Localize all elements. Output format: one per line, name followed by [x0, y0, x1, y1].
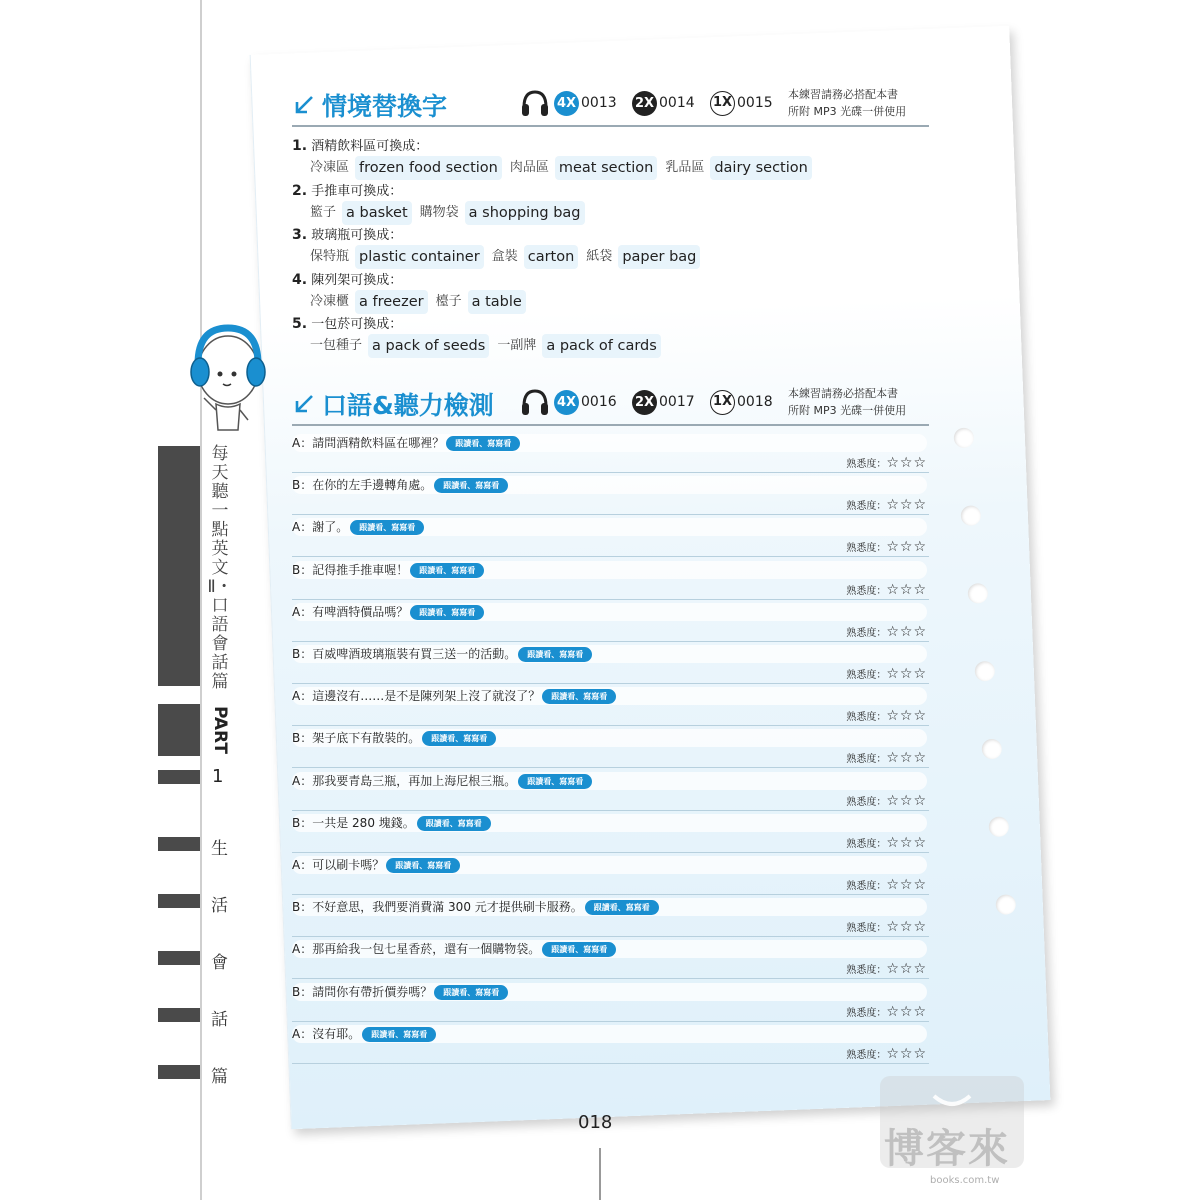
option-en: plastic container — [355, 245, 484, 269]
speed-1x-track[interactable] — [710, 91, 773, 115]
side-chapter-char: 活 — [211, 896, 228, 916]
writing-line — [292, 936, 929, 937]
rating-stars-icon[interactable]: ☆☆☆ — [886, 1004, 927, 1020]
option-zh: 乳品區 — [665, 160, 705, 175]
dialogue-text: B：請問你有帶折價券嗎？ — [292, 985, 433, 999]
shadow-write-badge[interactable]: 跟讀看、寫寫看 — [434, 478, 508, 493]
writing-line — [292, 810, 929, 811]
option-en: paper bag — [618, 245, 700, 269]
substitution-options — [310, 334, 669, 358]
rating-stars-icon[interactable]: ☆☆☆ — [886, 750, 927, 766]
watermark-text: 博客來 — [884, 1126, 1010, 1172]
track-number: 0016 — [581, 394, 617, 410]
sheet-hole — [995, 894, 1016, 915]
option-en: a pack of cards — [542, 334, 660, 358]
dialogue-line — [292, 897, 659, 917]
sheet-hole — [967, 583, 988, 604]
familiarity-rating[interactable] — [846, 453, 927, 473]
writing-line — [292, 1063, 929, 1064]
dialogue-row — [292, 939, 929, 979]
section-title: 口語&聽力檢測 — [322, 391, 494, 420]
substitution-question: 2. 手推車可換成： — [292, 183, 403, 199]
rating-stars-icon[interactable]: ☆☆☆ — [886, 497, 927, 513]
speed-1x-badge: 1X — [710, 91, 735, 116]
writing-line — [292, 725, 929, 726]
rating-label: 熟悉度： — [846, 797, 887, 808]
dialogue-text: A：那再給我一包七星香菸，還有一個購物袋。 — [292, 942, 541, 956]
familiarity-rating[interactable] — [846, 706, 927, 726]
sheet-hole — [974, 661, 995, 682]
note-line: 本練習請務必搭配本書 — [788, 88, 898, 101]
substitution-item — [292, 314, 669, 358]
option-zh: 購物袋 — [419, 205, 459, 220]
dialogue-row — [292, 855, 929, 895]
substitution-item — [292, 270, 534, 314]
track-number: 0018 — [737, 394, 773, 410]
dialogue-text: A：請問酒精飲料區在哪裡？ — [292, 436, 445, 450]
familiarity-rating[interactable] — [846, 1044, 927, 1064]
side-chapter-char: 篇 — [211, 1067, 228, 1087]
track-number: 0015 — [737, 95, 773, 111]
option-zh: 一包種子 — [310, 338, 363, 353]
dialogue-line — [292, 771, 592, 791]
familiarity-rating[interactable] — [846, 875, 927, 895]
dialogue-text: B：百威啤酒玻璃瓶裝有買三送一的活動。 — [292, 647, 517, 661]
substitution-item — [292, 181, 593, 225]
shadow-write-badge[interactable]: 跟讀看、寫寫看 — [542, 942, 616, 957]
dialogue-text: B：一共是 280 塊錢。 — [292, 816, 415, 830]
rating-stars-icon[interactable]: ☆☆☆ — [886, 624, 927, 640]
rating-label: 熟悉度： — [846, 543, 887, 554]
shadow-write-badge[interactable]: 跟讀看、寫寫看 — [585, 900, 659, 915]
dialogue-line — [292, 433, 520, 453]
section-title: 情境替換字 — [322, 92, 448, 121]
dialogue-row — [292, 560, 929, 600]
dialogue-text: B：不好意思，我們要消費滿 300 元才提供刷卡服務。 — [292, 900, 583, 914]
mp3-note — [788, 86, 906, 120]
rating-stars-icon[interactable]: ☆☆☆ — [886, 539, 927, 555]
dialogue-text: B：記得推手推車喔！ — [292, 563, 409, 577]
sheet-hole — [953, 427, 974, 448]
rating-label: 熟悉度： — [846, 965, 887, 976]
writing-line — [292, 556, 929, 557]
option-zh: 冷凍區 — [310, 160, 350, 175]
speed-2x-badge: 2X — [632, 390, 657, 415]
dialogue-row — [292, 644, 929, 684]
dialogue-line — [292, 813, 491, 833]
speed-1x-badge: 1X — [710, 390, 735, 415]
dialogue-line — [292, 1024, 436, 1044]
rating-label: 熟悉度： — [846, 712, 887, 723]
dialogue-line — [292, 560, 484, 580]
option-zh: 籃子 — [310, 205, 337, 220]
dialogue-text: B：架子底下有散裝的。 — [292, 731, 421, 745]
familiarity-rating[interactable] — [846, 580, 927, 600]
familiarity-rating[interactable] — [846, 833, 927, 853]
speed-2x-badge: 2X — [632, 91, 657, 116]
rating-stars-icon[interactable]: ☆☆☆ — [886, 835, 927, 851]
rating-stars-icon[interactable]: ☆☆☆ — [886, 455, 927, 471]
mascot-with-headphones-icon — [186, 320, 268, 440]
option-zh: 一副牌 — [497, 338, 537, 353]
side-chapter-char: 生 — [211, 839, 228, 859]
dialogue-row — [292, 475, 929, 515]
watermark-url: books.com.tw — [930, 1175, 1000, 1186]
sheet-hole — [960, 505, 981, 526]
headphones-icon — [520, 388, 550, 418]
writing-line — [292, 514, 929, 515]
option-zh: 檯子 — [435, 294, 462, 309]
substitution-item — [292, 225, 708, 269]
shadow-write-badge[interactable]: 跟讀看、寫寫看 — [434, 985, 508, 1000]
familiarity-rating[interactable] — [846, 622, 927, 642]
option-en: a pack of seeds — [368, 334, 489, 358]
dialogue-text: A：沒有耶。 — [292, 1027, 361, 1041]
dialogue-text: A：這邊沒有……是不是陳列架上沒了就沒了？ — [292, 689, 541, 703]
substitution-item — [292, 136, 820, 180]
speed-2x-track[interactable] — [632, 390, 695, 414]
dialogue-row — [292, 602, 929, 642]
part-number: 1 — [212, 766, 224, 787]
side-tab-block — [158, 951, 200, 965]
dialogue-row — [292, 728, 929, 768]
speed-4x-track[interactable] — [554, 390, 617, 414]
shadow-write-badge[interactable]: 跟讀看、寫寫看 — [417, 816, 491, 831]
headphones-icon — [520, 89, 550, 119]
familiarity-rating[interactable] — [846, 748, 927, 768]
dialogue-row — [292, 1024, 929, 1064]
shadow-write-badge[interactable]: 跟讀看、寫寫看 — [446, 436, 520, 451]
track-number: 0017 — [659, 394, 695, 410]
option-zh: 肉品區 — [509, 160, 549, 175]
shadow-write-badge[interactable]: 跟讀看、寫寫看 — [362, 1027, 436, 1042]
speed-4x-track[interactable] — [554, 91, 617, 115]
dialogue-row — [292, 433, 929, 473]
option-en: carton — [524, 245, 579, 269]
rating-stars-icon[interactable]: ☆☆☆ — [886, 666, 927, 682]
dialogue-line — [292, 728, 496, 748]
arrow-down-left-icon — [292, 392, 316, 416]
writing-line — [292, 978, 929, 979]
dialogue-line — [292, 982, 508, 1002]
substitution-options — [310, 290, 534, 314]
dialogue-text: A：有啤酒特價品嗎？ — [292, 605, 409, 619]
side-tab-block — [158, 1008, 200, 1022]
writing-line — [292, 472, 929, 473]
shadow-write-badge[interactable]: 跟讀看、寫寫看 — [410, 563, 484, 578]
rating-label: 熟悉度： — [846, 754, 887, 765]
shadow-write-badge[interactable]: 跟讀看、寫寫看 — [422, 731, 496, 746]
dialogue-line — [292, 686, 616, 706]
speed-1x-track[interactable] — [710, 390, 773, 414]
rating-stars-icon[interactable]: ☆☆☆ — [886, 793, 927, 809]
dialogue-row — [292, 813, 929, 853]
dialogue-text: B：在你的左手邊轉角處。 — [292, 478, 433, 492]
side-tab-block — [158, 704, 200, 756]
familiarity-rating[interactable] — [846, 664, 927, 684]
rating-stars-icon[interactable]: ☆☆☆ — [886, 1046, 927, 1062]
side-tab-block — [158, 837, 200, 851]
option-zh: 保特瓶 — [310, 249, 350, 264]
dialogue-row — [292, 771, 929, 811]
writing-line — [292, 894, 929, 895]
dialogue-text: A：可以刷卡嗎？ — [292, 858, 385, 872]
rating-label: 熟悉度： — [846, 628, 887, 639]
note-line: 本練習請務必搭配本書 — [788, 387, 898, 400]
dialogue-line — [292, 644, 592, 664]
dialogue-text: A：那我要青島三瓶，再加上海尼根三瓶。 — [292, 774, 517, 788]
rating-stars-icon[interactable]: ☆☆☆ — [886, 582, 927, 598]
shadow-write-badge[interactable]: 跟讀看、寫寫看 — [410, 605, 484, 620]
shadow-write-badge[interactable]: 跟讀看、寫寫看 — [518, 774, 592, 789]
rating-stars-icon[interactable]: ☆☆☆ — [886, 877, 927, 893]
sheet-hole — [988, 816, 1009, 837]
option-en: frozen food section — [355, 156, 502, 180]
familiarity-rating[interactable] — [846, 959, 927, 979]
rating-label: 熟悉度： — [846, 1050, 887, 1061]
dialogue-line — [292, 939, 616, 959]
section-header-speaking-listening — [292, 386, 929, 426]
option-zh: 冷凍櫃 — [310, 294, 350, 309]
familiarity-rating[interactable] — [846, 537, 927, 557]
gutter-line — [599, 1148, 601, 1200]
shadow-write-badge[interactable]: 跟讀看、寫寫看 — [386, 858, 460, 873]
substitution-question: 1. 酒精飲料區可換成： — [292, 138, 429, 154]
substitution-question: 5. 一包菸可換成： — [292, 316, 403, 332]
rating-label: 熟悉度： — [846, 459, 887, 470]
note-line: 所附 MP3 光碟一併使用 — [788, 404, 907, 417]
option-en: meat section — [555, 156, 657, 180]
book-title-vertical: 每天聽一點英文Ⅱ・口語會話篇 — [207, 444, 233, 692]
shadow-write-badge[interactable]: 跟讀看、寫寫看 — [350, 520, 424, 535]
side-tab-block — [158, 770, 200, 784]
side-chapter-char: 會 — [211, 953, 228, 973]
dialogue-row — [292, 982, 929, 1022]
speed-4x-badge: 4X — [554, 91, 579, 116]
option-zh: 紙袋 — [586, 249, 613, 264]
section-header-substitution — [292, 87, 929, 127]
rating-stars-icon[interactable]: ☆☆☆ — [886, 919, 927, 935]
substitution-options — [310, 156, 820, 180]
rating-label: 熟悉度： — [846, 839, 887, 850]
side-tab-block — [158, 1065, 200, 1079]
speed-4x-badge: 4X — [554, 390, 579, 415]
note-line: 所附 MP3 光碟一併使用 — [788, 105, 907, 118]
side-tab-block — [158, 446, 200, 686]
binding-line — [200, 0, 202, 1200]
option-en: dairy section — [710, 156, 812, 180]
writing-line — [292, 641, 929, 642]
rating-label: 熟悉度： — [846, 586, 887, 597]
substitution-options — [310, 201, 593, 225]
option-zh: 盒裝 — [491, 249, 518, 264]
substitution-options — [310, 245, 708, 269]
familiarity-rating[interactable] — [846, 917, 927, 937]
dialogue-line — [292, 517, 424, 537]
familiarity-rating[interactable] — [846, 1002, 927, 1022]
rating-stars-icon[interactable]: ☆☆☆ — [886, 961, 927, 977]
shadow-write-badge[interactable]: 跟讀看、寫寫看 — [518, 647, 592, 662]
side-chapter-char: 話 — [211, 1010, 228, 1030]
dialogue-row — [292, 897, 929, 937]
mp3-note — [788, 385, 906, 419]
rating-label: 熟悉度： — [846, 1008, 887, 1019]
writing-line — [292, 683, 929, 684]
arrow-down-left-icon — [292, 93, 316, 117]
dialogue-line — [292, 602, 484, 622]
writing-line — [292, 852, 929, 853]
familiarity-rating[interactable] — [846, 791, 927, 811]
page-number: 018 — [578, 1112, 613, 1133]
option-en: a shopping bag — [465, 201, 585, 225]
option-en: a freezer — [355, 290, 428, 314]
familiarity-rating[interactable] — [846, 495, 927, 515]
dialogue-line — [292, 855, 460, 875]
writing-line — [292, 767, 929, 768]
option-en: a table — [468, 290, 526, 314]
rating-stars-icon[interactable]: ☆☆☆ — [886, 708, 927, 724]
rating-label: 熟悉度： — [846, 670, 887, 681]
option-en: a basket — [342, 201, 412, 225]
track-number: 0013 — [581, 95, 617, 111]
part-label: PART — [210, 706, 230, 754]
rating-label: 熟悉度： — [846, 923, 887, 934]
track-number: 0014 — [659, 95, 695, 111]
speed-2x-track[interactable] — [632, 91, 695, 115]
dialogue-row — [292, 686, 929, 726]
rating-label: 熟悉度： — [846, 881, 887, 892]
dialogue-text: A：謝了。 — [292, 520, 349, 534]
side-tab-block — [158, 894, 200, 908]
substitution-question: 4. 陳列架可換成： — [292, 272, 403, 288]
writing-line — [292, 1021, 929, 1022]
writing-line — [292, 599, 929, 600]
dialogue-line — [292, 475, 508, 495]
sheet-hole — [981, 739, 1002, 760]
rating-label: 熟悉度： — [846, 501, 887, 512]
dialogue-row — [292, 517, 929, 557]
substitution-question: 3. 玻璃瓶可換成： — [292, 227, 403, 243]
shadow-write-badge[interactable]: 跟讀看、寫寫看 — [542, 689, 616, 704]
